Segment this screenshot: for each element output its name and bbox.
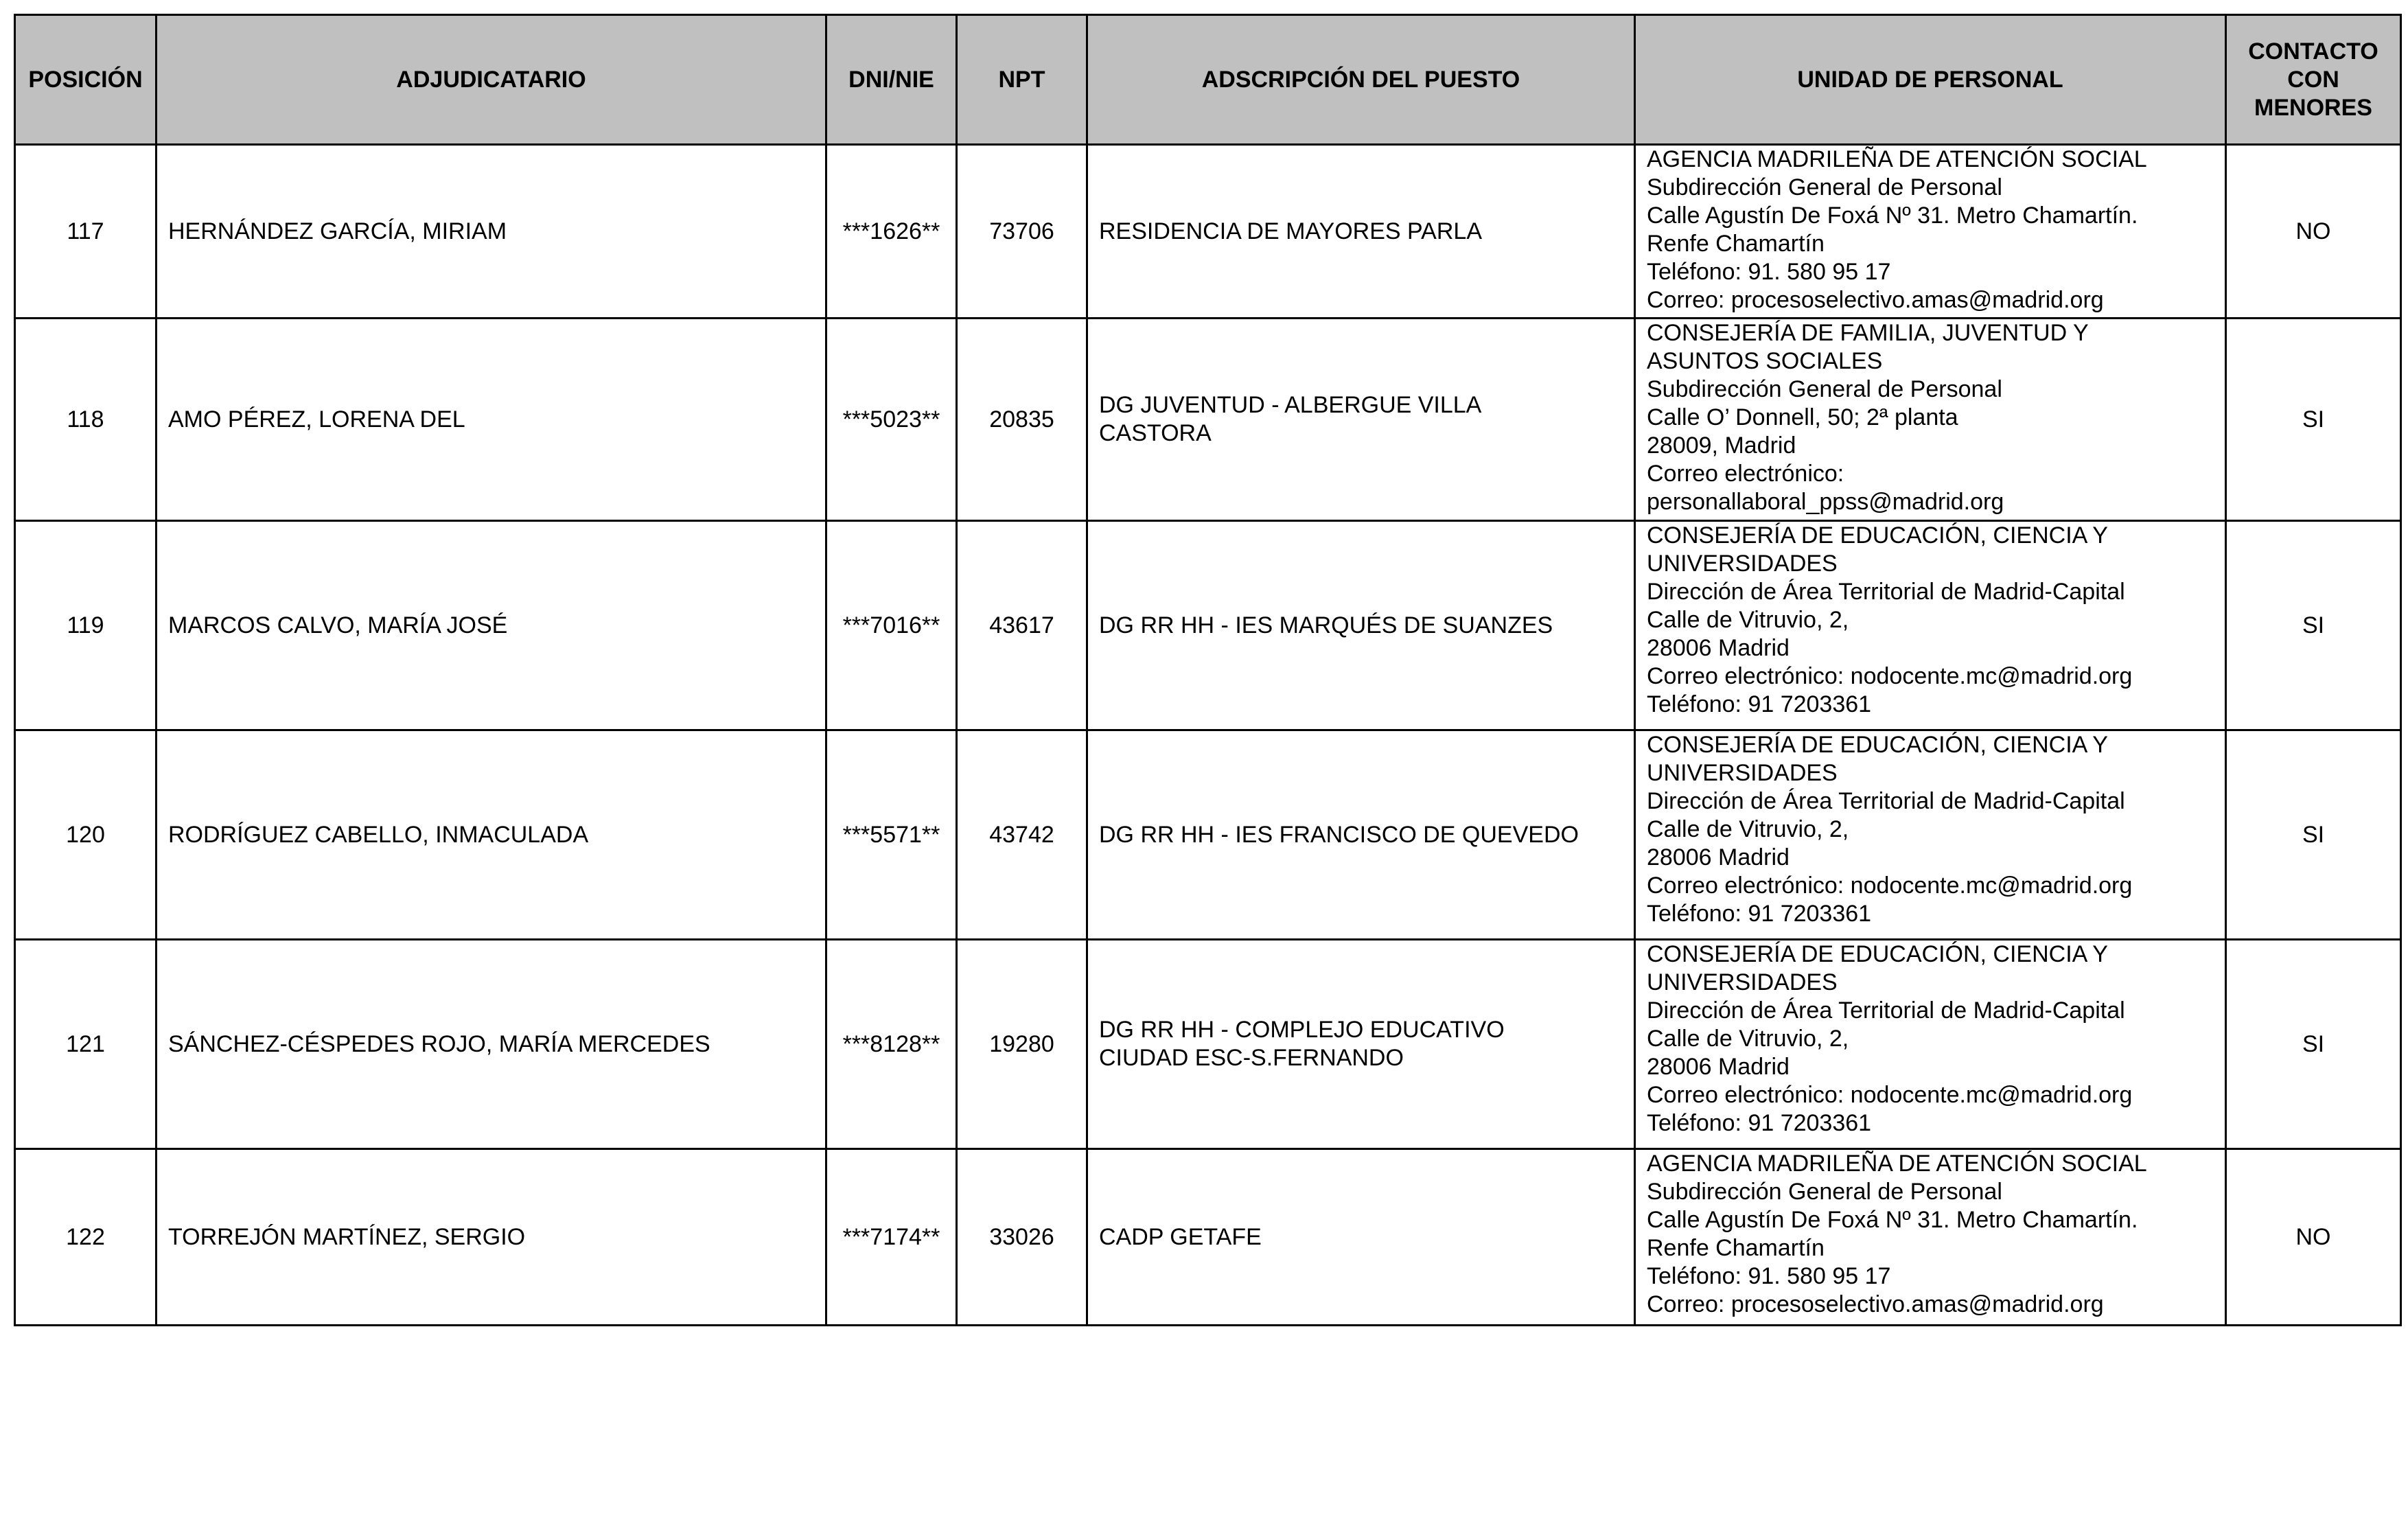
header-adscripcion: ADSCRIPCIÓN DEL PUESTO [1087,15,1635,145]
adscripcion-line: CIUDAD ESC-S.FERNANDO [1099,1045,1404,1071]
adscripcion-line: RESIDENCIA DE MAYORES PARLA [1099,218,1482,244]
unidad-line: Correo electrónico: nodocente.mc@madrid.org [1647,663,2133,689]
unidad-line: Dirección de Área Territorial de Madrid-Capital [1647,579,2125,605]
cell-unidad [1635,521,2226,730]
unidad-line: Dirección de Área Territorial de Madrid-Capital [1647,997,2125,1024]
unidad-line: Correo electrónico: nodocente.mc@madrid.org [1647,873,2133,899]
unidad-line: Subdirección General de Personal [1647,1179,2002,1205]
cell-adscripcion [1087,1149,1635,1326]
unidad-line: UNIVERSIDADES [1647,760,1838,786]
table-row [15,319,2401,521]
cell-contacto: SI [2226,940,2401,1149]
unidad-line: UNIVERSIDADES [1647,969,1838,995]
header-dni: DNI/NIE [826,15,957,145]
cell-npt: 19280 [957,940,1087,1149]
unidad-line: 28009, Madrid [1647,432,1796,459]
unidad-line: Teléfono: 91 7203361 [1647,1110,1872,1136]
cell-adscripcion [1087,145,1635,319]
cell-unidad [1635,1149,2226,1326]
unidad-line: 28006 Madrid [1647,844,1790,870]
adscripcion-line: DG RR HH - IES FRANCISCO DE QUEVEDO [1099,821,1579,848]
unidad-line: CONSEJERÍA DE FAMILIA, JUVENTUD Y [1647,320,2089,346]
cell-dni: ***7174** [826,1149,957,1326]
unidad-line: CONSEJERÍA DE EDUCACIÓN, CIENCIA Y [1647,941,2108,967]
unidad-line: Teléfono: 91 7203361 [1647,691,1872,717]
unidad-line: Calle O’ Donnell, 50; 2ª planta [1647,404,1958,430]
cell-contacto: SI [2226,319,2401,521]
unidad-line: Renfe Chamartín [1647,231,1825,257]
unidad-line: Correo: procesoselectivo.amas@madrid.org [1647,287,2104,313]
cell-adscripcion [1087,319,1635,521]
cell-adscripcion [1087,730,1635,940]
header-contacto-line: MENORES [2254,94,2372,121]
cell-unidad [1635,730,2226,940]
cell-unidad [1635,940,2226,1149]
cell-posicion: 119 [15,521,157,730]
cell-posicion: 117 [15,145,157,319]
cell-unidad [1635,319,2226,521]
table-row [15,521,2401,730]
unidad-line: Calle Agustín De Foxá Nº 31. Metro Chamartín. [1647,1207,2138,1233]
cell-adjudicatario: TORREJÓN MARTÍNEZ, SERGIO [157,1149,826,1326]
cell-adjudicatario: RODRÍGUEZ CABELLO, INMACULADA [157,730,826,940]
header-npt: NPT [957,15,1087,145]
unidad-line: CONSEJERÍA DE EDUCACIÓN, CIENCIA Y [1647,732,2108,758]
cell-posicion: 121 [15,940,157,1149]
unidad-line: UNIVERSIDADES [1647,551,1838,577]
unidad-line: AGENCIA MADRILEÑA DE ATENCIÓN SOCIAL [1647,146,2147,172]
adscripcion-line: DG RR HH - COMPLEJO EDUCATIVO [1099,1017,1505,1043]
cell-npt: 33026 [957,1149,1087,1326]
adscripcion-line: DG JUVENTUD - ALBERGUE VILLA [1099,392,1482,418]
table-header [15,15,2401,145]
cell-contacto: NO [2226,1149,2401,1326]
unidad-line: Renfe Chamartín [1647,1235,1825,1261]
cell-adjudicatario: MARCOS CALVO, MARÍA JOSÉ [157,521,826,730]
adscripcion-line: CASTORA [1099,420,1212,446]
cell-npt: 43742 [957,730,1087,940]
unidad-line: Subdirección General de Personal [1647,376,2002,402]
unidad-line: Teléfono: 91. 580 95 17 [1647,259,1891,285]
adscripcion-line: DG RR HH - IES MARQUÉS DE SUANZES [1099,612,1553,638]
table-row [15,145,2401,319]
table-row [15,730,2401,940]
cell-posicion: 122 [15,1149,157,1326]
unidad-line: Calle de Vitruvio, 2, [1647,1026,1849,1052]
unidad-line: Correo: procesoselectivo.amas@madrid.org [1647,1291,2104,1317]
unidad-line: Dirección de Área Territorial de Madrid-Capital [1647,788,2125,814]
unidad-line: Calle Agustín De Foxá Nº 31. Metro Chamartín. [1647,203,2138,229]
unidad-line: ASUNTOS SOCIALES [1647,348,1883,374]
unidad-line: Correo electrónico: [1647,461,1844,487]
cell-dni: ***7016** [826,521,957,730]
cell-adjudicatario: AMO PÉREZ, LORENA DEL [157,319,826,521]
cell-posicion: 118 [15,319,157,521]
unidad-line: Correo electrónico: nodocente.mc@madrid.org [1647,1082,2133,1108]
header-row [15,15,2401,145]
header-contacto [2226,15,2401,145]
unidad-line: AGENCIA MADRILEÑA DE ATENCIÓN SOCIAL [1647,1151,2147,1177]
unidad-line: personallaboral_ppss@madrid.org [1647,489,2004,515]
cell-unidad [1635,145,2226,319]
adjudicaciones-table [14,14,2402,1326]
unidad-line: Teléfono: 91 7203361 [1647,901,1872,927]
unidad-line: Calle de Vitruvio, 2, [1647,816,1849,842]
cell-contacto: SI [2226,730,2401,940]
table-body [15,145,2401,1326]
cell-npt: 73706 [957,145,1087,319]
unidad-line: Teléfono: 91. 580 95 17 [1647,1263,1891,1289]
cell-adjudicatario: HERNÁNDEZ GARCÍA, MIRIAM [157,145,826,319]
header-unidad: UNIDAD DE PERSONAL [1635,15,2226,145]
unidad-line: Subdirección General de Personal [1647,174,2002,200]
cell-dni: ***1626** [826,145,957,319]
cell-adscripcion [1087,521,1635,730]
cell-contacto: SI [2226,521,2401,730]
header-contacto-line: CONTACTO [2248,38,2378,65]
cell-dni: ***5023** [826,319,957,521]
cell-dni: ***8128** [826,940,957,1149]
unidad-line: 28006 Madrid [1647,1054,1790,1080]
table-row [15,1149,2401,1326]
cell-posicion: 120 [15,730,157,940]
cell-dni: ***5571** [826,730,957,940]
cell-npt: 20835 [957,319,1087,521]
cell-adjudicatario: SÁNCHEZ-CÉSPEDES ROJO, MARÍA MERCEDES [157,940,826,1149]
header-posicion: POSICIÓN [15,15,157,145]
header-adjudicatario: ADJUDICATARIO [157,15,826,145]
adscripcion-line: CADP GETAFE [1099,1223,1262,1250]
unidad-line: Calle de Vitruvio, 2, [1647,607,1849,633]
unidad-line: 28006 Madrid [1647,635,1790,661]
cell-adscripcion [1087,940,1635,1149]
table-row [15,940,2401,1149]
cell-contacto: NO [2226,145,2401,319]
cell-npt: 43617 [957,521,1087,730]
unidad-line: CONSEJERÍA DE EDUCACIÓN, CIENCIA Y [1647,522,2108,549]
header-contacto-line: CON [2287,66,2339,93]
